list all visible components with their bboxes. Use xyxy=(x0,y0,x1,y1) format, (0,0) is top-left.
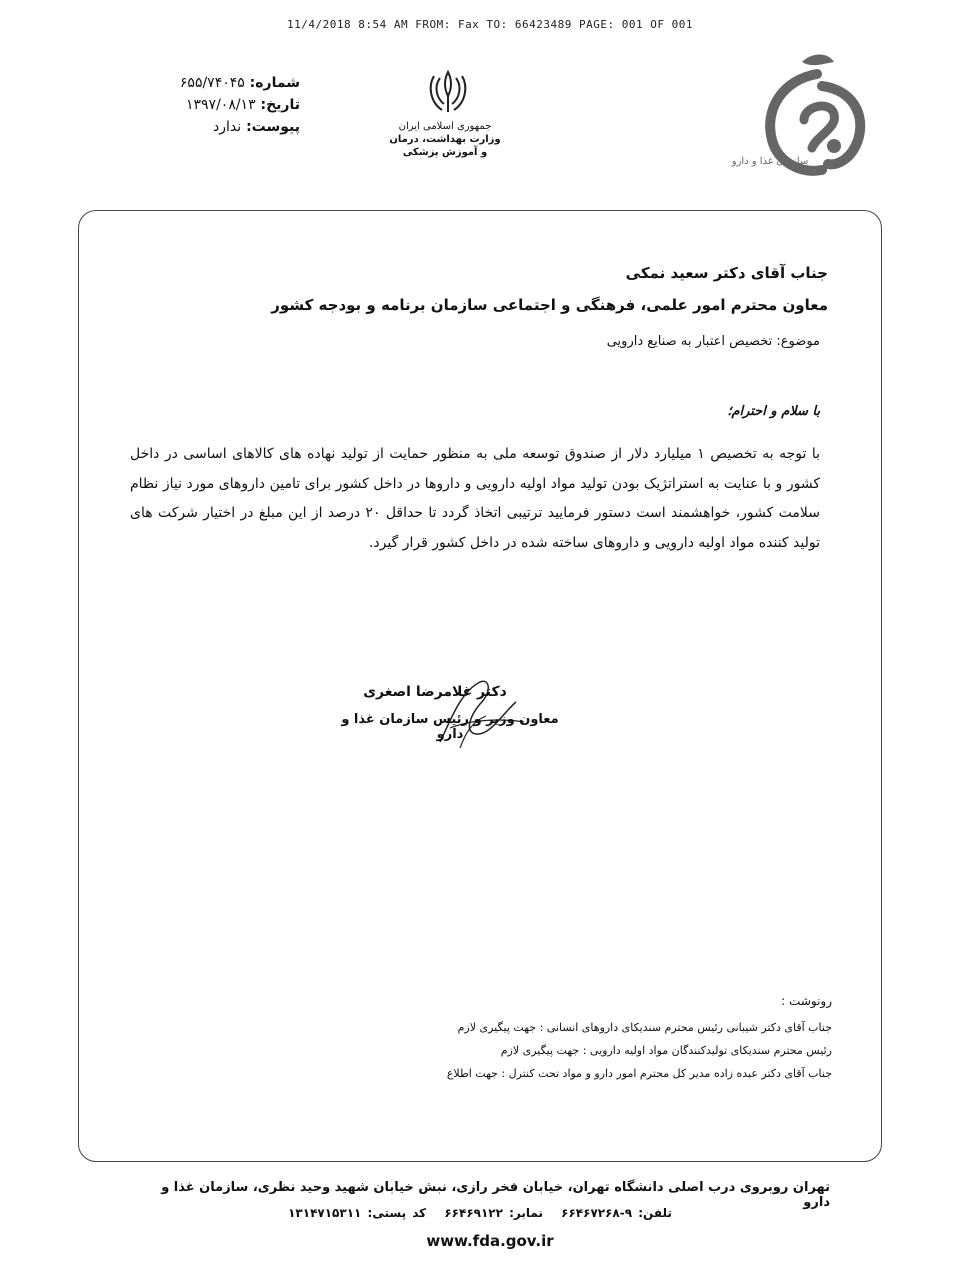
recipient-name: جناب آقای دکتر سعید نمکی xyxy=(625,264,828,282)
subject-line: موضوع: تخصیص اعتبار به صنایع دارویی xyxy=(606,334,820,349)
attachment-label: پیوست: xyxy=(246,119,300,135)
ministry-line-2: و آموزش پزشکی xyxy=(402,147,488,158)
attachment-row xyxy=(140,116,300,138)
letter-meta xyxy=(140,72,300,138)
letter-body: با توجه به تخصیص ۱ میلیارد دلار از صندوق توسعه ملی به منظور حمایت از تولید نهاده های کالاهای اساسی در داخل کشور و با عنایت به استراتژیک بودن تولید مواد اولیه دارویی و داروها در داخل کشور برای تامین داروهای مورد نیاز نظام سلامت کشور، خواهشمند است دستور فرمایید ترتیبی اتخاذ گردد تا حداقل ۲۰ درصد از این مبلغ در اختیار شرکت های تولید کننده مواد اولیه دارویی و داروهای ساخته شده در داخل کشور قرار گیرد. xyxy=(130,446,820,551)
footer-contacts xyxy=(200,1206,760,1220)
ministry-line-1: وزارت بهداشت، درمان xyxy=(389,134,501,145)
cc-item: جناب آقای دکتر عبده زاده مدیر کل محترم امور دارو و مواد تحت کنترل : جهت اطلاع xyxy=(446,1067,832,1080)
cc-item: رئیس محترم سندیکای تولیدکنندگان مواد اولیه دارویی : جهت پیگیری لازم xyxy=(500,1044,832,1057)
footer-phone: تلفن: ۹-۶۶۴۶۷۲۶۸ xyxy=(561,1206,672,1220)
fax-header: 11/4/2018 8:54 AM FROM: Fax TO: 66423489 PAGE: 001 OF 001 xyxy=(287,18,693,31)
date-label: تاریخ: xyxy=(260,97,300,113)
footer-address: تهران روبروی درب اصلی دانشگاه تهران، خیابان فخر رازی، نبش خیابان شهید وحید نظری، سازمان غذا و دارو xyxy=(161,1180,830,1210)
country-name: جمهوری اسلامی ایران xyxy=(398,121,492,132)
footer-postal-code: کد پستی: ۱۳۱۴۷۱۵۳۱۱ xyxy=(288,1206,427,1220)
date-value: ۱۳۹۷/۰۸/۱۳ xyxy=(186,97,256,113)
ministry-block xyxy=(370,120,520,159)
fda-logo-icon xyxy=(742,50,892,190)
cc-list xyxy=(360,1016,832,1085)
footer-website: www.fda.gov.ir xyxy=(426,1232,554,1250)
salutation: با سلام و احترام؛ xyxy=(727,404,820,419)
cc-item: جناب آقای دکتر شیبانی رئیس محترم سندیکای داروهای انسانی : جهت پیگیری لازم xyxy=(457,1021,832,1034)
fda-logo-text: سازمان غذا و دارو xyxy=(731,156,809,167)
signer-title: معاون وزیر و رئیس سازمان غذا و دارو xyxy=(341,712,559,742)
recipient-title: معاون محترم امور علمی، فرهنگی و اجتماعی سازمان برنامه و بودجه کشور xyxy=(271,296,828,314)
signer-name: دکتر غلامرضا اصغری xyxy=(363,684,507,700)
attachment-value: ندارد xyxy=(213,119,242,135)
date-row xyxy=(140,94,300,116)
number-value: ۶۵۵/۷۴۰۴۵ xyxy=(179,75,245,91)
cc-title: رونوشت : xyxy=(781,994,832,1008)
number-label: شماره: xyxy=(249,75,300,91)
iran-emblem-icon xyxy=(428,68,468,116)
number-row xyxy=(140,72,300,94)
footer-fax: نمابر: ۶۶۴۶۹۱۲۲ xyxy=(444,1206,543,1220)
